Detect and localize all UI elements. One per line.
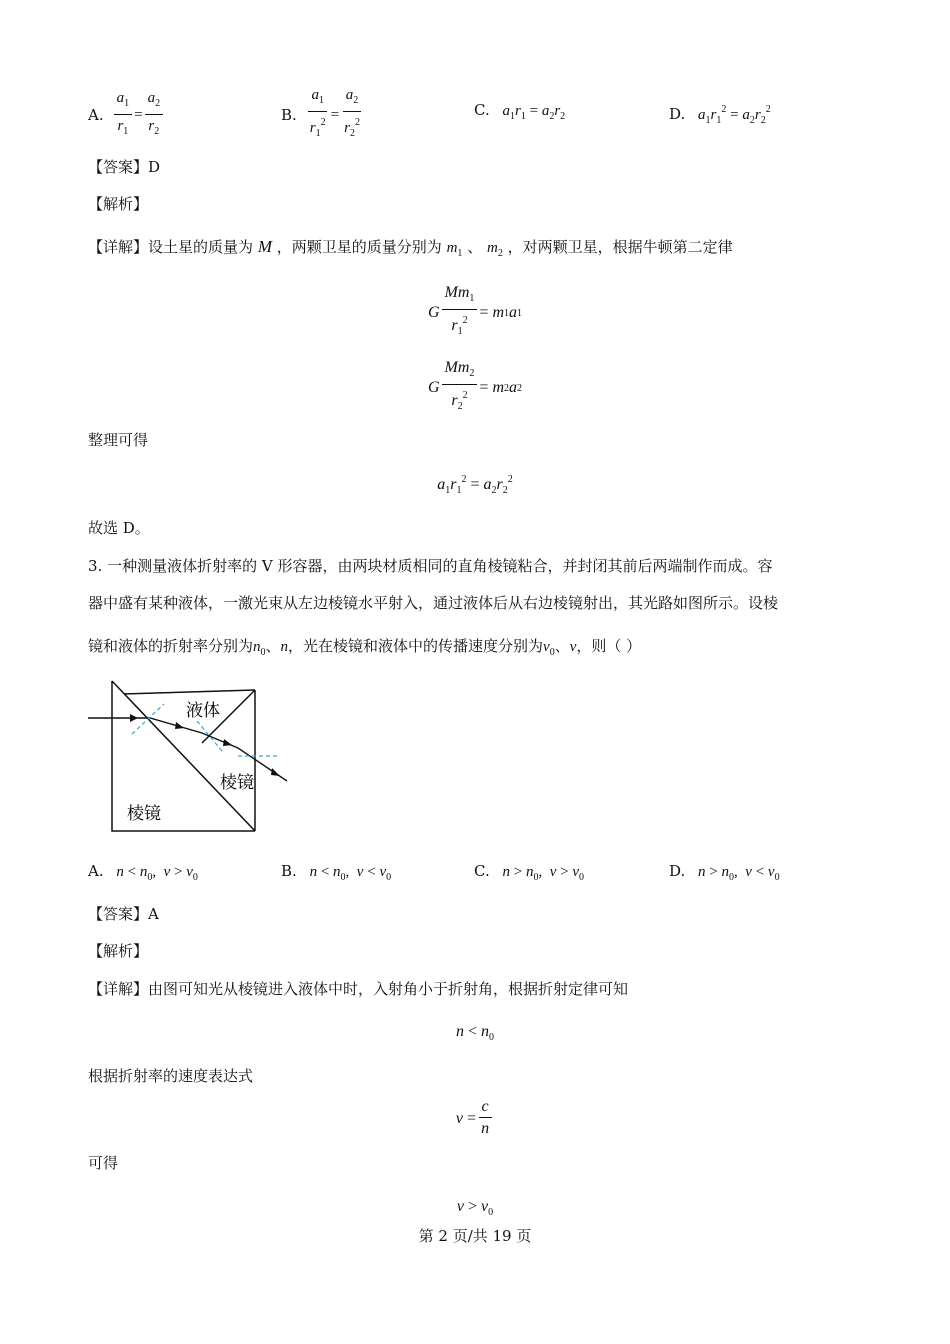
- q2-detail: 【详解】设土星的质量为 M ，两颗卫星的质量分别为 $m_1$ 、 $m_2$ ，对两颗卫星，根据牛顿第二定律: [88, 237, 733, 259]
- q3-equation-2: v = $\frac{c}{n}$: [0, 1097, 950, 1140]
- page-footer: 第 2 页/共 19 页: [418, 1227, 532, 1245]
- q3-equation-1: $n < n_0$: [455, 1023, 495, 1043]
- q2-option-c-formula: $a_1r_1 = a_2r_2$: [502, 103, 566, 122]
- q3-option-d: D. $n > n_0$, $v < v_0$: [669, 862, 780, 883]
- q2-analysis-heading: 【解析】: [88, 195, 149, 213]
- q3-speed-text: 根据折射率的速度表达式: [88, 1067, 254, 1085]
- q3-option-c: C. $n > n_0$, $v > v_0$: [474, 862, 585, 883]
- q2-option-b-formula: $\frac{a_1}{r_1^2}$ = $\frac{a_2}{r_2^2}$: [309, 87, 360, 139]
- q3-stem-line2: 器中盛有某种液体，一激光束从左边棱镜水平射入，通过液体后从右边棱镜射出，其光路如图所示。设棱: [88, 594, 779, 612]
- arrow-4: [271, 768, 280, 776]
- q2-equation-2: G $\frac{Mm_2}{r_2^2}$ = m 2 a 2: [427, 359, 523, 412]
- q2-organize: 整理可得: [88, 431, 149, 449]
- q3-answer: 【答案】A: [88, 905, 159, 923]
- arrow-1: [130, 714, 138, 722]
- arrow-2: [175, 722, 184, 729]
- q2-option-a: A. $\frac{a_1}{r_1}$ = $\frac{a_2}{r_2}$: [88, 92, 165, 138]
- arrow-3: [223, 739, 232, 746]
- q3-option-b: B. $n < n_0$, $v < v_0$: [281, 862, 392, 883]
- q3-stem-line3: 镜和液体的折射率分别为$n_0$、n，光在棱镜和液体中的传播速度分别为$v_0$、v，则（ ）: [88, 637, 642, 658]
- q2-equation-1: G $\frac{Mm_1}{r_1^2}$ = m 1 a 1: [427, 284, 523, 337]
- label-liquid: 液体: [186, 701, 220, 721]
- q2-conclusion: 故选 D。: [88, 519, 150, 537]
- label-prism-right: 棱镜: [220, 773, 254, 793]
- q2-equation-3: $a_1r_1^2 = a_2r_2^2$: [437, 474, 513, 496]
- q3-prism-figure: [80, 676, 300, 836]
- q2-option-d-formula: $a_1r_1^2 = a_2r_2^2$: [698, 104, 771, 126]
- q2-option-d: D. $a_1r_1^2 = a_2r_2^2$: [669, 104, 771, 126]
- q2-option-a-formula: $\frac{a_1}{r_1}$ = $\frac{a_2}{r_2}$: [112, 88, 165, 143]
- q3-equation-3: $v > v_0$: [456, 1198, 494, 1218]
- q2-option-b: B. $\frac{a_1}{r_1^2}$ = $\frac{a_2}{r_2^2}$: [281, 92, 365, 138]
- liquid-top: [124, 690, 255, 694]
- q3-analysis-heading: 【解析】: [88, 942, 149, 960]
- q3-option-a: A. $n < n_0$, $v > v_0$: [88, 862, 198, 883]
- q3-stem-line1: 3. 一种测量液体折射率的 V 形容器，由两块材质相同的直角棱镜粘合，并封闭其前后两端制作而成。容: [88, 557, 773, 575]
- label-prism-left: 棱镜: [127, 804, 161, 824]
- q3-result-text: 可得: [88, 1154, 119, 1172]
- light-path: [88, 718, 287, 781]
- q2-option-c: C. $a_1r_1 = a_2r_2$: [474, 101, 566, 122]
- q3-detail: 【详解】由图可知光从棱镜进入液体中时，入射角小于折射角，根据折射定律可知: [88, 980, 629, 998]
- q2-answer: 【答案】D: [88, 158, 161, 176]
